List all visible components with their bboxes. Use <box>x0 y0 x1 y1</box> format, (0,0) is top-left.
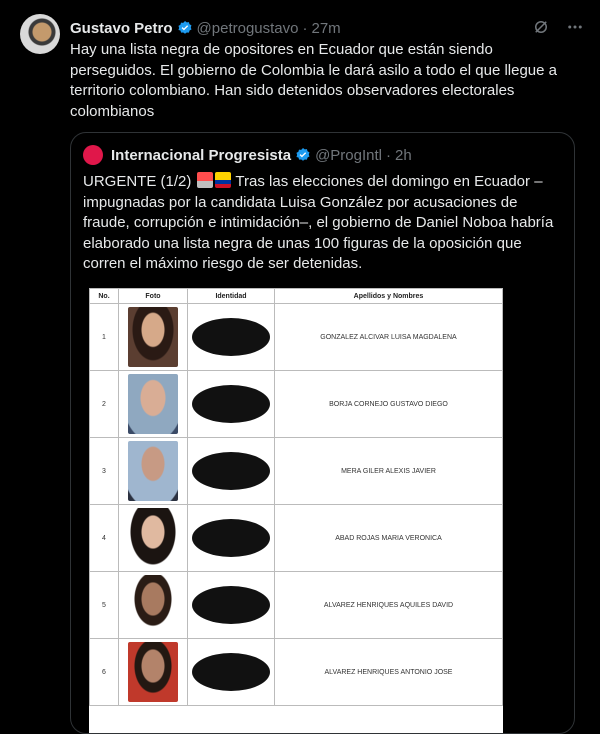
siren-emoji-icon <box>197 172 213 188</box>
quote-author-name[interactable]: Internacional Progresista <box>111 146 292 164</box>
person-name: GONZALEZ ALCIVAR LUISA MAGDALENA <box>275 304 503 371</box>
header-separator: · <box>302 19 308 37</box>
identity-cell <box>188 304 275 371</box>
redacted-id <box>192 653 270 691</box>
author-avatar[interactable] <box>20 14 60 54</box>
photo-cell <box>119 639 188 706</box>
quote-text-prefix: URGENTE (1/2) <box>83 173 196 190</box>
table-row <box>90 505 503 572</box>
row-number: 4 <box>90 505 119 572</box>
person-name: ALVAREZ HENRIQUES ANTONIO JOSE <box>275 639 503 706</box>
person-name: ALVAREZ HENRIQUES AQUILES DAVID <box>275 572 503 639</box>
redacted-id <box>192 318 270 356</box>
table-row <box>90 371 503 438</box>
identity-cell <box>188 438 275 505</box>
identity-cell <box>188 371 275 438</box>
more-options-icon[interactable] <box>566 18 584 36</box>
table-row <box>90 572 503 639</box>
quote-header <box>83 145 412 165</box>
tweet-time[interactable]: 27m <box>311 19 341 37</box>
blacklist-document-image[interactable] <box>89 288 503 734</box>
row-number: 5 <box>90 572 119 639</box>
grok-icon[interactable] <box>532 18 550 36</box>
author-handle[interactable]: @petrogustavo <box>196 19 299 37</box>
person-photo <box>128 441 178 501</box>
photo-cell <box>119 438 188 505</box>
tweet-text: Hay una lista negra de opositores en Ecuador que están siendo perseguidos. El gobierno de Colombia le dará asilo a todo el que llegue a territorio colombiano. Han sido detenidos observadores electorales colombianos <box>70 41 557 120</box>
ecuador-flag-emoji-icon <box>215 172 231 188</box>
row-number: 2 <box>90 371 119 438</box>
quoted-tweet[interactable] <box>70 132 575 734</box>
quote-author-avatar[interactable] <box>83 145 103 165</box>
identity-cell <box>188 505 275 572</box>
person-photo <box>128 642 178 702</box>
table-header-row <box>90 289 503 304</box>
identity-cell <box>188 572 275 639</box>
quote-text-body: Tras las elecciones del domingo en Ecuador – impugnadas por la candidata Luisa González por acusaciones de fraude, corrupción e intimidación–, el gobierno de Daniel Noboa habría elaborado una lista negra de unas 100 figuras de la oposición que corren el máximo riesgo de ser detenidas. <box>83 173 554 272</box>
row-number: 6 <box>90 639 119 706</box>
quote-text <box>83 172 561 275</box>
row-number: 3 <box>90 438 119 505</box>
photo-cell <box>119 304 188 371</box>
person-photo <box>128 508 178 568</box>
header-identity: Identidad <box>188 289 275 304</box>
quote-verified-badge-icon <box>295 147 311 163</box>
person-name: MERA GILER ALEXIS JAVIER <box>275 438 503 505</box>
person-photo <box>128 575 178 635</box>
person-photo <box>128 307 178 367</box>
person-photo <box>128 374 178 434</box>
redacted-id <box>192 519 270 557</box>
photo-cell <box>119 371 188 438</box>
quote-author-handle[interactable]: @ProgIntl <box>315 146 382 164</box>
header-photo: Foto <box>119 289 188 304</box>
header-no: No. <box>90 289 119 304</box>
table-row <box>90 438 503 505</box>
identity-cell <box>188 639 275 706</box>
quote-separator: · <box>385 146 391 164</box>
redacted-id <box>192 452 270 490</box>
table-row <box>90 304 503 371</box>
verified-badge-icon <box>177 20 193 36</box>
redacted-id <box>192 586 270 624</box>
blacklist-table <box>89 288 503 706</box>
header-names: Apellidos y Nombres <box>275 289 503 304</box>
redacted-id <box>192 385 270 423</box>
person-name: BORJA CORNEJO GUSTAVO DIEGO <box>275 371 503 438</box>
photo-cell <box>119 505 188 572</box>
person-name: ABAD ROJAS MARIA VERONICA <box>275 505 503 572</box>
tweet-header <box>70 18 584 38</box>
quote-time[interactable]: 2h <box>394 146 412 164</box>
photo-cell <box>119 572 188 639</box>
table-row <box>90 639 503 706</box>
row-number: 1 <box>90 304 119 371</box>
author-name[interactable]: Gustavo Petro <box>70 19 173 37</box>
